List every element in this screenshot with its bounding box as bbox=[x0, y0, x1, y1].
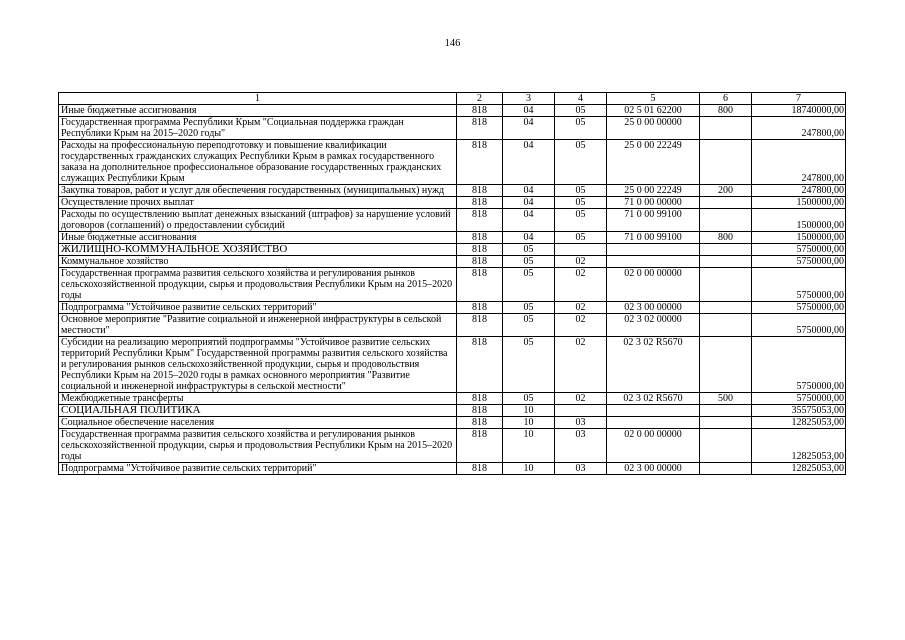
table-row bbox=[59, 268, 846, 302]
row-target-article-cell: 25 0 00 22249 bbox=[607, 185, 700, 197]
row-name-cell: Иные бюджетные ассигнования bbox=[59, 232, 457, 244]
row-section-cell: 05 bbox=[503, 393, 555, 405]
row-amount-cell: 35575053,00 bbox=[752, 405, 846, 417]
row-target-article-cell: 02 3 02 00000 bbox=[607, 314, 700, 337]
row-amount-cell: 12825053,00 bbox=[752, 417, 846, 429]
row-subsection-cell: 02 bbox=[555, 302, 607, 314]
row-code-cell: 818 bbox=[457, 314, 503, 337]
row-amount-cell: 247800,00 bbox=[752, 117, 846, 140]
header-row bbox=[59, 93, 846, 105]
row-amount-cell: 1500000,00 bbox=[752, 197, 846, 209]
row-section-cell: 10 bbox=[503, 463, 555, 475]
row-amount-cell: 247800,00 bbox=[752, 185, 846, 197]
row-subsection-cell: 05 bbox=[555, 117, 607, 140]
row-expense-type-cell bbox=[700, 209, 752, 232]
row-name-cell: Государственная программа развития сельского хозяйства и регулирования рынков сельскохозяйственной продукции, сырья и продовольствия Республики Крым на 2015–2020 годы bbox=[59, 268, 457, 302]
row-name-cell: Расходы на профессиональную переподготовку и повышение квалификации государственных гражданских служащих Республики Крым в рамках государственного заказа на дополнительное профессиональное образование государственных гражданских служащих Республики Крым bbox=[59, 140, 457, 185]
row-subsection-cell: 05 bbox=[555, 140, 607, 185]
row-code-cell: 818 bbox=[457, 429, 503, 463]
row-name-cell: ЖИЛИЩНО-КОММУНАЛЬНОЕ ХОЗЯЙСТВО bbox=[59, 244, 457, 256]
row-target-article-cell: 02 3 00 00000 bbox=[607, 302, 700, 314]
row-subsection-cell bbox=[555, 244, 607, 256]
row-subsection-cell: 05 bbox=[555, 105, 607, 117]
row-target-article-cell: 02 3 00 00000 bbox=[607, 463, 700, 475]
row-amount-cell: 247800,00 bbox=[752, 140, 846, 185]
row-amount-cell: 5750000,00 bbox=[752, 337, 846, 393]
row-section-cell: 05 bbox=[503, 302, 555, 314]
row-code-cell: 818 bbox=[457, 117, 503, 140]
header-cell: 7 bbox=[752, 93, 846, 105]
row-name-cell: Подпрограмма "Устойчивое развитие сельских территорий" bbox=[59, 463, 457, 475]
row-target-article-cell: 02 0 00 00000 bbox=[607, 268, 700, 302]
row-code-cell: 818 bbox=[457, 463, 503, 475]
table-body bbox=[59, 105, 846, 475]
row-section-cell: 04 bbox=[503, 105, 555, 117]
row-amount-cell: 5750000,00 bbox=[752, 244, 846, 256]
header-cell: 3 bbox=[503, 93, 555, 105]
row-subsection-cell: 02 bbox=[555, 337, 607, 393]
row-name-cell: Основное мероприятие "Развитие социальной и инженерной инфраструктуры в сельской местности" bbox=[59, 314, 457, 337]
row-code-cell: 818 bbox=[457, 197, 503, 209]
row-code-cell: 818 bbox=[457, 268, 503, 302]
header-cell: 5 bbox=[607, 93, 700, 105]
row-code-cell: 818 bbox=[457, 302, 503, 314]
row-section-cell: 04 bbox=[503, 117, 555, 140]
table-row bbox=[59, 405, 846, 417]
header-cell: 2 bbox=[457, 93, 503, 105]
row-amount-cell: 12825053,00 bbox=[752, 463, 846, 475]
row-name-cell: Закупка товаров, работ и услуг для обеспечения государственных (муниципальных) нужд bbox=[59, 185, 457, 197]
row-target-article-cell bbox=[607, 417, 700, 429]
row-target-article-cell: 02 3 02 R5670 bbox=[607, 393, 700, 405]
row-expense-type-cell bbox=[700, 197, 752, 209]
table-header bbox=[59, 93, 846, 105]
row-subsection-cell: 02 bbox=[555, 393, 607, 405]
budget-table bbox=[58, 92, 846, 475]
row-expense-type-cell: 500 bbox=[700, 393, 752, 405]
table-row bbox=[59, 256, 846, 268]
row-amount-cell: 5750000,00 bbox=[752, 268, 846, 302]
row-target-article-cell bbox=[607, 405, 700, 417]
row-expense-type-cell bbox=[700, 417, 752, 429]
row-target-article-cell: 02 3 02 R5670 bbox=[607, 337, 700, 393]
table-row bbox=[59, 337, 846, 393]
row-name-cell: Межбюджетные трансферты bbox=[59, 393, 457, 405]
table-row bbox=[59, 463, 846, 475]
row-expense-type-cell: 800 bbox=[700, 105, 752, 117]
row-code-cell: 818 bbox=[457, 405, 503, 417]
row-name-cell: Осуществление прочих выплат bbox=[59, 197, 457, 209]
row-expense-type-cell bbox=[700, 314, 752, 337]
row-amount-cell: 1500000,00 bbox=[752, 232, 846, 244]
row-section-cell: 04 bbox=[503, 209, 555, 232]
row-code-cell: 818 bbox=[457, 417, 503, 429]
row-expense-type-cell bbox=[700, 140, 752, 185]
row-section-cell: 05 bbox=[503, 268, 555, 302]
row-name-cell: Подпрограмма "Устойчивое развитие сельских территорий" bbox=[59, 302, 457, 314]
table-row bbox=[59, 429, 846, 463]
row-section-cell: 04 bbox=[503, 232, 555, 244]
row-code-cell: 818 bbox=[457, 393, 503, 405]
row-code-cell: 818 bbox=[457, 140, 503, 185]
row-name-cell: Коммунальное хозяйство bbox=[59, 256, 457, 268]
row-target-article-cell: 25 0 00 00000 bbox=[607, 117, 700, 140]
row-expense-type-cell bbox=[700, 337, 752, 393]
row-expense-type-cell bbox=[700, 405, 752, 417]
row-code-cell: 818 bbox=[457, 209, 503, 232]
row-target-article-cell: 71 0 00 99100 bbox=[607, 232, 700, 244]
row-subsection-cell: 05 bbox=[555, 209, 607, 232]
row-name-cell: Социальное обеспечение населения bbox=[59, 417, 457, 429]
row-target-article-cell: 25 0 00 22249 bbox=[607, 140, 700, 185]
row-code-cell: 818 bbox=[457, 185, 503, 197]
header-cell: 1 bbox=[59, 93, 457, 105]
row-subsection-cell: 02 bbox=[555, 256, 607, 268]
row-expense-type-cell bbox=[700, 117, 752, 140]
row-subsection-cell: 05 bbox=[555, 197, 607, 209]
row-section-cell: 04 bbox=[503, 140, 555, 185]
row-amount-cell: 5750000,00 bbox=[752, 256, 846, 268]
row-subsection-cell: 03 bbox=[555, 463, 607, 475]
row-name-cell: Государственная программа развития сельского хозяйства и регулирования рынков сельскохозяйственной продукции, сырья и продовольствия Республики Крым на 2015–2020 годы bbox=[59, 429, 457, 463]
row-section-cell: 05 bbox=[503, 244, 555, 256]
table-row bbox=[59, 302, 846, 314]
row-amount-cell: 1500000,00 bbox=[752, 209, 846, 232]
row-code-cell: 818 bbox=[457, 337, 503, 393]
table-row bbox=[59, 185, 846, 197]
row-subsection-cell: 02 bbox=[555, 268, 607, 302]
row-amount-cell: 5750000,00 bbox=[752, 302, 846, 314]
row-name-cell: Субсидии на реализацию мероприятий подпрограммы "Устойчивое развитие сельских территорий Республики Крым" Государственной программы развития сельского хозяйства и регулирования рынков сельскохозяйственной продукции, сырья и продовольствия Республики Крым на 2015–2020 годы в рамках основного мероприятия "Развитие социальной и инженерной инфраструктуры в сельской местности" bbox=[59, 337, 457, 393]
row-name-cell: Расходы по осуществлению выплат денежных взысканий (штрафов) за нарушение условий договоров (соглашений) о предоставлении субсидий bbox=[59, 209, 457, 232]
row-section-cell: 05 bbox=[503, 314, 555, 337]
row-subsection-cell bbox=[555, 405, 607, 417]
row-subsection-cell: 05 bbox=[555, 232, 607, 244]
row-code-cell: 818 bbox=[457, 244, 503, 256]
row-name-cell: СОЦИАЛЬНАЯ ПОЛИТИКА bbox=[59, 405, 457, 417]
table-row bbox=[59, 244, 846, 256]
row-expense-type-cell bbox=[700, 268, 752, 302]
row-code-cell: 818 bbox=[457, 232, 503, 244]
row-expense-type-cell: 800 bbox=[700, 232, 752, 244]
header-cell: 6 bbox=[700, 93, 752, 105]
page-number: 146 bbox=[444, 38, 461, 49]
row-section-cell: 10 bbox=[503, 429, 555, 463]
row-expense-type-cell bbox=[700, 429, 752, 463]
row-section-cell: 05 bbox=[503, 337, 555, 393]
row-name-cell: Государственная программа Республики Крым "Социальная поддержка граждан Республики Крым на 2015–2020 годы" bbox=[59, 117, 457, 140]
table-row bbox=[59, 140, 846, 185]
row-expense-type-cell bbox=[700, 256, 752, 268]
table-row bbox=[59, 105, 846, 117]
row-target-article-cell bbox=[607, 256, 700, 268]
table-row bbox=[59, 209, 846, 232]
row-amount-cell: 5750000,00 bbox=[752, 314, 846, 337]
row-section-cell: 04 bbox=[503, 185, 555, 197]
row-subsection-cell: 05 bbox=[555, 185, 607, 197]
table-row bbox=[59, 197, 846, 209]
row-subsection-cell: 03 bbox=[555, 429, 607, 463]
row-name-cell: Иные бюджетные ассигнования bbox=[59, 105, 457, 117]
row-target-article-cell bbox=[607, 244, 700, 256]
table-row bbox=[59, 393, 846, 405]
row-code-cell: 818 bbox=[457, 105, 503, 117]
row-subsection-cell: 03 bbox=[555, 417, 607, 429]
row-target-article-cell: 71 0 00 99100 bbox=[607, 209, 700, 232]
row-subsection-cell: 02 bbox=[555, 314, 607, 337]
row-section-cell: 05 bbox=[503, 256, 555, 268]
row-amount-cell: 12825053,00 bbox=[752, 429, 846, 463]
header-cell: 4 bbox=[555, 93, 607, 105]
table-row bbox=[59, 417, 846, 429]
row-expense-type-cell: 200 bbox=[700, 185, 752, 197]
row-amount-cell: 5750000,00 bbox=[752, 393, 846, 405]
row-amount-cell: 18740000,00 bbox=[752, 105, 846, 117]
row-target-article-cell: 02 0 00 00000 bbox=[607, 429, 700, 463]
row-code-cell: 818 bbox=[457, 256, 503, 268]
row-target-article-cell: 02 5 01 62200 bbox=[607, 105, 700, 117]
row-expense-type-cell bbox=[700, 302, 752, 314]
table-row bbox=[59, 232, 846, 244]
row-section-cell: 04 bbox=[503, 197, 555, 209]
row-target-article-cell: 71 0 00 00000 bbox=[607, 197, 700, 209]
row-expense-type-cell bbox=[700, 463, 752, 475]
row-section-cell: 10 bbox=[503, 417, 555, 429]
row-expense-type-cell bbox=[700, 244, 752, 256]
row-section-cell: 10 bbox=[503, 405, 555, 417]
table-row bbox=[59, 117, 846, 140]
table-row bbox=[59, 314, 846, 337]
